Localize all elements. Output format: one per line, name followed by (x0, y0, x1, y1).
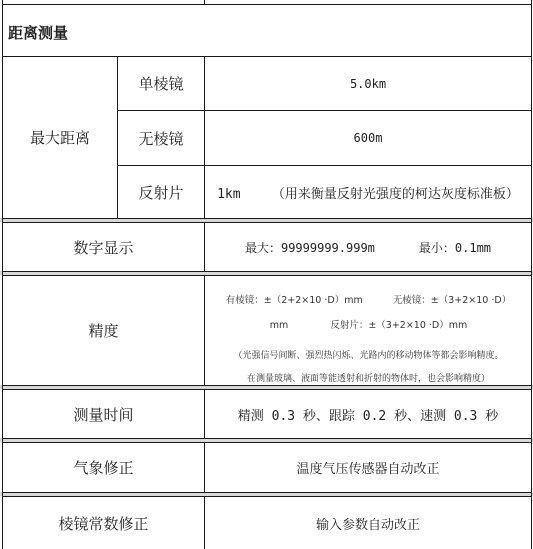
single-prism-label: 单棱镜 (138, 75, 184, 93)
grid-line (2, 438, 531, 439)
max-distance-label: 最大距离 (29, 129, 90, 147)
digital-display-label: 数字显示 (73, 238, 134, 257)
reflector-value: 1km （用来衡量反射光强度的柯达灰度标准板） (217, 186, 519, 202)
display-max: 最大：99999999.999m (244, 240, 375, 255)
grid-line (2, 492, 531, 493)
grid-line (204, 0, 205, 4)
single-prism-value: 5.0km (349, 76, 387, 91)
no-prism-value: 600m (353, 131, 383, 145)
grid-line (2, 4, 531, 5)
precision-note-2: 在测量玻璃、液面等能透射和折射的物体时，也会影响精度） (246, 374, 490, 384)
precision-line-1 (206, 292, 531, 306)
weather-correction-label: 气象修正 (73, 459, 134, 477)
section-title: 距离测量 (8, 24, 69, 42)
prism-precision: 有棱镜：±（2+2×10 ·D）mm (225, 295, 363, 306)
prism-constant-value: 输入参数自动改正 (315, 517, 420, 533)
reflector-label: 反射片 (138, 183, 184, 202)
measure-time-value: 精测 0.3 秒、跟踪 0.2 秒、速测 0.3 秒 (237, 408, 499, 424)
precision-line-2: mm 反射片：±（3+2×10 ·D）mm (269, 320, 468, 331)
grid-line (2, 271, 531, 272)
reflector-precision: 反射片：±（3+2×10 ·D）mm (330, 320, 468, 331)
no-prism-label: 无棱镜 (138, 129, 184, 148)
precision-label: 精度 (88, 322, 119, 340)
grid-line (204, 275, 205, 385)
measure-time-label: 测量时间 (73, 405, 134, 424)
precision-note-1: （光强信号间断、强烈热闪烁、光路内的移动物体等都会影响精度。 (233, 351, 504, 361)
grid-line (2, 218, 531, 219)
grid-line (2, 385, 531, 386)
display-min: 最小：0.1mm (418, 240, 492, 255)
digital-display-value (205, 223, 531, 271)
prism-constant-label: 棱镜常数修正 (58, 514, 149, 533)
no-prism-precision: 无棱镜：±（3+2×10 ·D） (392, 295, 512, 306)
weather-correction-value: 温度气压传感器自动改正 (296, 462, 440, 477)
grid-line (531, 0, 532, 549)
